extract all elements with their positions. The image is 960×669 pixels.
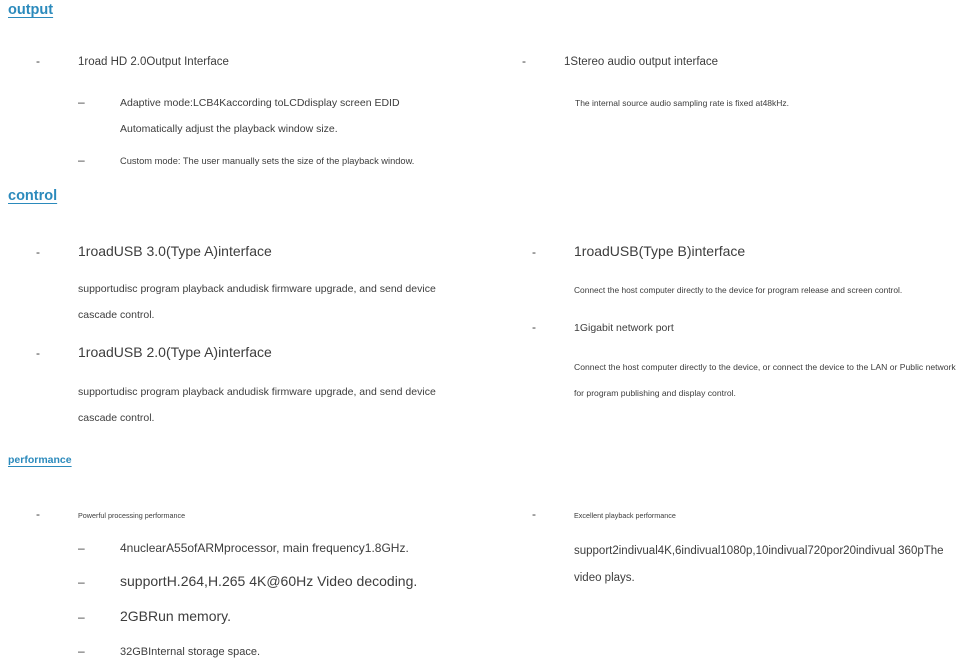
dash-bullet-icon: - <box>522 54 526 68</box>
section-control <box>0 186 960 452</box>
dash-bullet-icon: - <box>36 245 40 259</box>
performance-right-column <box>480 508 960 592</box>
dash-bullet-icon: – <box>78 644 85 658</box>
bullet-item <box>496 508 960 522</box>
item-text: Excellent playback performance <box>574 511 676 520</box>
output-right-column <box>480 53 960 116</box>
section-heading-performance[interactable]: performance <box>8 454 72 466</box>
item-text: Powerful processing performance <box>78 511 186 520</box>
dash-bullet-icon: – <box>78 575 85 589</box>
item-text: 1roadUSB 3.0(Type A)interface <box>78 243 272 259</box>
bullet-item <box>496 319 960 336</box>
output-left-column <box>0 53 480 174</box>
bullet-item <box>0 508 480 522</box>
dash-bullet-icon: - <box>532 245 536 259</box>
section-output <box>0 0 960 186</box>
dash-bullet-icon: - <box>36 346 40 360</box>
sub-bullet-item <box>0 540 480 556</box>
dash-bullet-icon: – <box>78 610 85 624</box>
performance-left-column <box>0 508 480 660</box>
bullet-item <box>496 242 960 261</box>
item-text: 1roadUSB 2.0(Type A)interface <box>78 344 272 360</box>
paragraph: Connect the host computer directly to the device for program release and screen control. <box>574 285 903 295</box>
paragraph: supportudisc program playback andudisk firmware upgrade, and send device cascade control. <box>78 283 436 321</box>
item-text: supportH.264,H.265 4K@60Hz Video decoding. <box>120 573 418 589</box>
dash-bullet-icon: – <box>78 95 85 109</box>
dash-bullet-icon: – <box>78 153 85 167</box>
item-text: 1Stereo audio output interface <box>564 56 719 68</box>
dash-bullet-icon: - <box>532 320 536 334</box>
sub-bullet-item <box>0 89 480 142</box>
paragraph: supportudisc program playback andudisk firmware upgrade, and send device cascade control. <box>78 386 436 424</box>
item-text: 1road HD 2.0Output Interface <box>78 56 229 68</box>
sub-bullet-item <box>0 644 480 660</box>
item-text: 32GBInternal storage space. <box>120 646 261 658</box>
dash-bullet-icon: - <box>36 507 40 521</box>
dash-bullet-icon: – <box>78 541 85 555</box>
paragraph: Connect the host computer directly to the device, or connect the device to the LAN or Public network for program publishing and display control. <box>574 362 956 398</box>
item-text: 1roadUSB(Type B)interface <box>574 243 746 259</box>
dash-bullet-icon: - <box>36 54 40 68</box>
item-text: Custom mode: The user manually sets the size of the playback window. <box>120 156 415 166</box>
item-text: 1Gigabit network port <box>574 322 674 334</box>
control-right-column <box>480 242 960 406</box>
sub-bullet-item <box>0 607 480 627</box>
section-heading-control[interactable]: control <box>8 188 58 204</box>
bullet-item <box>0 242 480 261</box>
section-heading-output[interactable]: output <box>8 2 54 18</box>
paragraph: support2indivual4K,6indivual1080p,10indivual720por20indivual 360pThe video plays. <box>574 545 944 584</box>
item-text: 2GBRun memory. <box>120 608 231 624</box>
section-performance <box>0 452 960 669</box>
bullet-item <box>0 53 480 71</box>
paragraph: The internal source audio sampling rate is fixed at48kHz. <box>575 98 790 108</box>
item-text: 4nuclearA55ofARMprocessor, main frequency1.8GHz. <box>120 541 409 555</box>
item-text: Adaptive mode:LCB4Kaccording toLCDdisplay screen EDID Automatically adjust the playback window size. <box>120 97 400 135</box>
bullet-item <box>486 53 960 71</box>
bullet-item <box>0 343 480 362</box>
dash-bullet-icon: - <box>532 507 536 521</box>
control-left-column <box>0 242 480 431</box>
sub-bullet-item <box>0 147 480 174</box>
sub-bullet-item <box>0 572 480 592</box>
